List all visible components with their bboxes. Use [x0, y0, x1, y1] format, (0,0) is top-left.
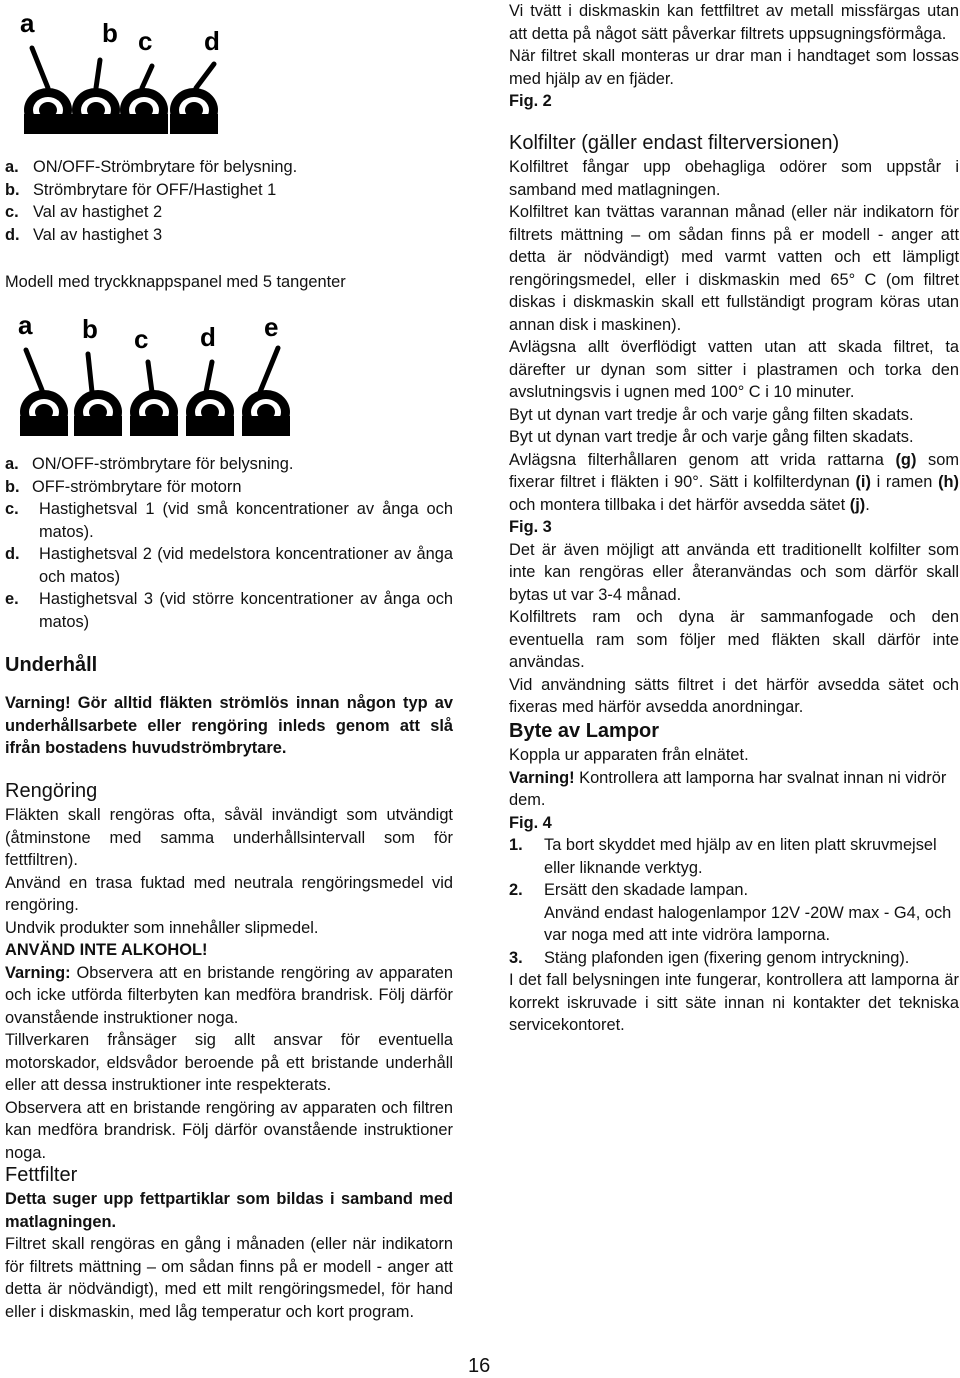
list-item: a. ON/OFF-strömbrytare för belysning. — [5, 455, 294, 473]
rengoring-heading: Rengöring — [5, 780, 98, 802]
fig1-label-b: b — [102, 18, 118, 48]
list-item: Använd endast halogenlampor 12V -20W max - G4, och var noga med att inte vidröra lamporna. — [544, 903, 952, 944]
model-heading: Modell med tryckknappspanel med 5 tangenter — [5, 273, 346, 291]
fig2-label-c: c — [134, 324, 149, 354]
fettfilter-continued: Vi tvätt i diskmaskin kan fettfiltret av metall missfärgas utan att detta på något sätt påverkar filtrets uppsugningsförmåga. När filtret skall monteras ur drar man i handtaget som lossas med hjälp av en fjäder. Fig. 2 — [509, 0, 959, 113]
fig1-label-a: a — [20, 8, 35, 38]
list-item: b. Strömbrytare för OFF/Hastighet 1 — [5, 180, 277, 199]
kolfilter-section: Kolfilter (gäller endast filterversionen) Kolfiltret fångar upp obehagliga odörer som uppstår i samband med matlagningen. Kolfiltret kan tvättas varannan månad (eller när indikatorn för filtrets mättning – om sådan finns på er modell - anger att detta är nödvändigt) med varmt vatten och ett lämpligt rengöringsmedel, eller i diskmaskin med 65° C (om filtret diskas i diskmaskin skall ett fullständigt program köras utan annan disk i maskinen). Avlägsna allt överflödigt vatten utan att skada filtret, ta därefter ur dynan som sitter i plastramen och torka den avslutningsvis i ugnen med 100° C i 10 minuter. Byt ut dynan vart tredje år och varje gång filten skadats. Byt ut dynan vart tredje år och varje gång filten skadats. Avlägsna filterhållaren genom att vrida rattarna (g) som fixerar filtret i fläkten i 90°. Sätt i kolfilterdynan (i) i ramen (h) och montera tillbaka i det härför avsedda sätet (j). Fig. 3 Det är även möjligt att använda ett traditionellt kolfilter som inte kan rengöras eller återanvändas och som därför skall bytas ut var 3-4 månad. Kolfiltrets ram och dyna är sammanfogade och den eventuella ram som följer med fläkten skall därför inte användas. Vid användning sätts filtret i det härför avsedda sätet och fixeras med härför avsedda anordningar. — [509, 132, 959, 716]
button-panel-figure-5 — [14, 308, 300, 448]
fig1-label-c: c — [138, 26, 153, 56]
fig2-label-e: e — [264, 312, 279, 342]
lampor-section: Byte av Lampor Koppla ur apparaten från elnätet. Varning! Kontrollera att lamporna har svalnat innan ni vidrör dem. Fig. 4 1. Ta bort skyddet med hjälp av en liten platt skruvmejsel eller liknande verktyg. 2. Ersätt den skadade lampan. Använd endast halogenlampor 12V -20W max - G4, och var noga med att inte vidröra lamporna. 3. Stäng plafonden igen (fixering genom intryckning). I det fall belysningen inte fungerar, kontrollera att lamporna är korrekt iskruvade i sitt säte innan ni kontakter det tekniska servicekontoret. — [509, 720, 959, 1034]
fig2-label-d: d — [200, 322, 216, 352]
list-item: d. Hastighetsval 2 (vid medelstora koncentrationer av ånga och matos) — [5, 545, 453, 586]
fig2-label-a: a — [18, 310, 33, 340]
fettfilter-heading: Fettfilter — [5, 1164, 78, 1186]
kolfilter-heading: Kolfilter (gäller endast filterversionen) — [509, 132, 840, 154]
rengoring-section: Rengöring Fläkten skall rengöras ofta, såväl invändigt som utvändigt (åtminstone med samma underhållsintervall som för fettfiltren). Använd en trasa fuktad med neutrala rengöringsmedel vid rengöring. Undvik produkter som innehåller slipmedel. ANVÄND INTE ALKOHOL! Varning: Observera att en bristande rengöring av apparaten och icke utförda filterbyten kan medföra brandrisk. Följ därför ovanstående instruktioner noga. Tillverkaren frånsäger sig allt ansvar för eventuella motorskador, eldsvådor beroende på ett bristande underhåll eller att dessa instruktioner inte respekterats. Observera att en bristande rengöring av apparaten och filtren kan medföra brandrisk. Följ därför ovanstående instruktioner noga. — [5, 780, 453, 1162]
underhall-warning: Varning! Gör alltid fläkten strömlös innan någon typ av underhållsarbete eller rengöring inleds genom att slå ifrån bostadens huvudströmbrytare. — [5, 694, 453, 757]
page-number: 16 — [468, 1355, 491, 1377]
list-item: c. Val av hastighet 2 — [5, 203, 163, 221]
list-item: 3. Stäng plafonden igen (fixering genom intryckning). — [509, 948, 910, 967]
fig2-buttons — [20, 390, 290, 436]
list-item: 1. Ta bort skyddet med hjälp av en liten platt skruvmejsel eller liknande verktyg. — [509, 836, 937, 877]
lampor-heading: Byte av Lampor — [509, 720, 660, 742]
list-item: d. Val av hastighet 3 — [5, 225, 163, 244]
fig-2-ref: Fig. 2 — [509, 92, 552, 110]
fig2-label-b: b — [82, 314, 98, 344]
fig1-buttons — [24, 88, 218, 134]
list-item: e. Hastighetsval 3 (vid större koncentrationer av ånga och matos) — [5, 590, 453, 631]
list-item: b. OFF-strömbrytare för motorn — [5, 477, 242, 496]
switch-list-4 — [5, 156, 453, 246]
button-panel-figure-4 — [18, 8, 233, 140]
list-item: 2. Ersätt den skadade lampan. — [509, 881, 749, 899]
fettfilter-section: Fettfilter Detta suger upp fettpartiklar som bildas i samband med matlagningen. Filtret skall rengöras en gång i månaden (eller när indikatorn för filtrets mättning – om sådan finns på er modell - anger att detta är nödvändigt), med ett milt rengöringsmedel, för hand eller i diskmaskin, med låg temperatur och kort program. — [5, 1164, 453, 1321]
fig-4-ref: Fig. 4 — [509, 813, 552, 832]
switch-list-5 — [5, 453, 453, 633]
fig1-label-d: d — [204, 26, 220, 56]
list-item: a. ON/OFF-Strömbrytare för belysning. — [5, 158, 298, 176]
fig-3-ref: Fig. 3 — [509, 518, 552, 536]
underhall-heading: Underhåll — [5, 654, 98, 676]
list-item: c. Hastighetsval 1 (vid små koncentrationer av ånga och matos). — [5, 500, 453, 541]
